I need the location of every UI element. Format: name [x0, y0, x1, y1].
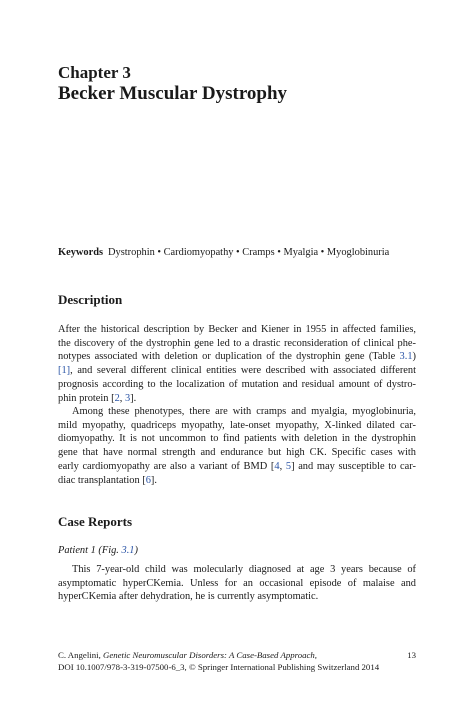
citation-link[interactable]: 3	[124, 392, 131, 404]
text-line: asymptomatic hyperCKemia. Unless for an occasional episode of malaise and	[58, 577, 416, 589]
section-heading-description: Description	[58, 292, 123, 307]
text-segment: phin protein [	[58, 392, 115, 404]
citation-link[interactable]: 4	[274, 460, 280, 472]
text-line: prognosis according to the localization of mutation and residual amount of dystro-	[58, 378, 416, 390]
text-line: Among these phenotypes, there are with cramps and myalgia, myoglobinuria,	[72, 406, 416, 417]
text-segment: diac transplantation [	[58, 474, 146, 486]
page-number: 13	[407, 650, 416, 660]
text-line	[58, 474, 416, 488]
page-footer	[58, 650, 416, 673]
description-paragraph-2	[58, 405, 416, 487]
section-heading-case-reports: Case Reports	[58, 514, 133, 529]
text-segment: notypes associated with deletion or duplication of the dystrophin gene (Table	[58, 351, 400, 363]
text-line	[58, 460, 416, 474]
description-paragraph-1	[58, 323, 416, 405]
text-segment: Patient 1 (Fig.	[58, 545, 122, 556]
citation-link[interactable]: 5	[285, 460, 292, 472]
text-line	[58, 364, 416, 378]
citation-link[interactable]: 2	[114, 392, 120, 404]
text-segment: C. Angelini,	[58, 650, 103, 660]
text-segment: ].	[130, 392, 137, 404]
chapter-number: Chapter 3	[58, 63, 131, 82]
case-paragraph-1	[58, 563, 416, 604]
text-line: gene that have normal strength and endurance but high CK. Specific cases with	[58, 447, 416, 459]
text-line: mild myopathy, quadriceps myopathy, late-onset myopathy, X-linked dilated car-	[58, 419, 416, 431]
citation-link[interactable]: 6	[145, 474, 151, 486]
text-segment: , and several different clinical entities were described with associated different	[70, 365, 416, 377]
text-segment: ] and may susceptible to car-	[291, 460, 416, 472]
keywords-text: Dystrophin • Cardiomyopathy • Cramps • Myalgia • Myoglobinuria	[108, 247, 390, 258]
text-line: This 7-year-old child was molecularly diagnosed at age 3 years because of	[72, 564, 416, 575]
text-line: hyperCKemia after dehydration, he is currently asymptomatic.	[58, 591, 319, 603]
text-segment: )	[134, 545, 138, 556]
text-line	[58, 350, 416, 364]
footer-citation-line	[58, 650, 416, 662]
figure-reference-link[interactable]: 3.1	[121, 545, 135, 556]
text-segment: ].	[150, 474, 157, 486]
text-line: After the historical description by Becker and Kiener in 1955 in affected families,	[58, 324, 416, 335]
citation-link[interactable]: [1]	[58, 365, 71, 377]
text-segment: ,	[279, 460, 286, 472]
footer-doi-line: DOI 10.1007/978-3-319-07500-6_3, © Springer International Publishing Switzerland 2014	[58, 661, 380, 672]
text-line: diomyopathy. It is not uncommon to find patients with deletion in the dystrophin	[58, 433, 416, 445]
keywords-line	[58, 246, 389, 259]
text-segment: )	[412, 351, 416, 363]
text-line	[58, 392, 416, 406]
book-title: Genetic Neuromuscular Disorders: A Case-Based Approach,	[102, 650, 318, 660]
keywords-label: Keywords	[58, 247, 104, 258]
text-line: the discovery of the dystrophin gene led to a drastic reconsideration of clinical phe-	[58, 337, 416, 349]
chapter-title: Becker Muscular Dystrophy	[58, 83, 288, 104]
text-segment: early cardiomyopathy are also a variant of BMD [	[58, 460, 275, 472]
patient-label	[58, 544, 138, 557]
table-reference-link[interactable]: 3.1	[399, 351, 413, 363]
text-segment: ,	[119, 392, 125, 404]
